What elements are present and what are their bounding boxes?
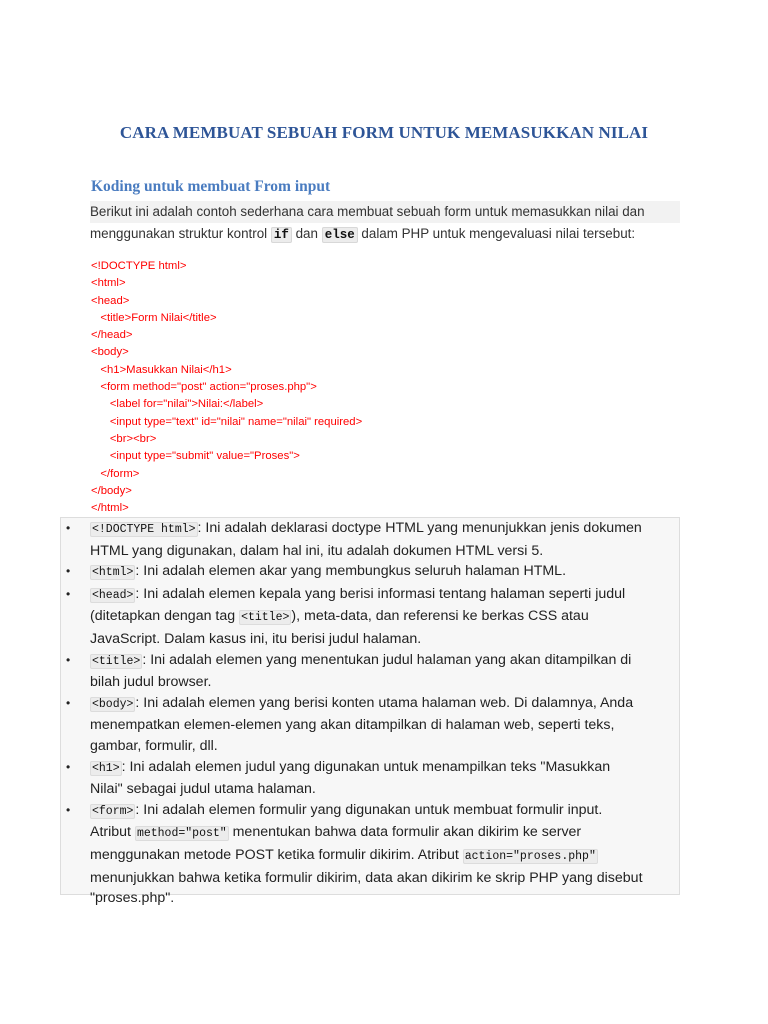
intro-text: dan	[291, 226, 322, 241]
list-item-line: menempatkan elemen-elemen yang akan ditampilkan di halaman web, seperti teks,	[90, 717, 615, 734]
code-line: </head>	[91, 329, 133, 342]
list-item-line: menunjukkan bahwa ketika formulir dikirim, data akan dikirim ke skrip PHP yang disebut	[90, 869, 643, 886]
bullet-icon: •	[66, 521, 71, 535]
keyword-if: if	[271, 227, 292, 243]
list-item-line	[90, 845, 680, 868]
list-item-line	[90, 800, 680, 823]
list-item	[66, 757, 680, 800]
code-line: <input type="text" id="nilai" name="nilai" required>	[91, 415, 363, 428]
intro-text: dalam PHP untuk mengevaluasi nilai tersebut:	[357, 226, 636, 241]
list-item	[66, 800, 680, 909]
tag-code: <body>	[92, 697, 134, 711]
code-line: <html>	[91, 277, 126, 290]
list-text: (ditetapkan dengan tag	[90, 608, 240, 625]
tag-code: <head>	[92, 588, 134, 602]
list-text: menentukan bahwa data formulir akan dikirim ke server	[228, 824, 582, 841]
attr-code: method="post"	[136, 827, 227, 841]
code-block	[91, 258, 362, 517]
code-line: <br><br>	[91, 432, 157, 445]
bullet-icon: •	[66, 802, 71, 817]
list-item	[66, 693, 680, 757]
code-line: <body>	[91, 346, 129, 359]
list-item	[66, 561, 680, 584]
list-item-line: bilah judul browser.	[90, 674, 212, 691]
code-line: <title>Form Nilai</title>	[91, 311, 217, 324]
code-line: <form method="post" action="proses.php">	[91, 381, 317, 394]
list-item-line	[90, 650, 680, 673]
keyword-else: else	[322, 227, 358, 243]
tag-code: <h1>	[92, 761, 120, 775]
list-text: : Ini adalah elemen yang menentukan judul halaman yang akan ditampilkan di	[142, 651, 632, 668]
tag-code: <title>	[92, 654, 141, 668]
tag-code: <form>	[92, 804, 134, 818]
list-text: : Ini adalah elemen formulir yang digunakan untuk membuat formulir input.	[135, 801, 603, 818]
list-item-line	[90, 693, 680, 716]
list-item-line	[90, 584, 680, 607]
list-item-line	[90, 822, 680, 845]
intro-text: menggunakan struktur kontrol	[90, 226, 271, 241]
code-line: <input type="submit" value="Proses">	[91, 450, 300, 463]
list-text: : Ini adalah elemen judul yang digunakan untuk menampilkan teks "Masukkan	[121, 758, 611, 775]
list-item-line: "proses.php".	[90, 890, 175, 907]
code-line: </body>	[91, 484, 132, 497]
attr-code: action="proses.php"	[464, 849, 596, 863]
section-heading: Koding untuk membuat From input	[91, 178, 331, 195]
code-line: <label for="nilai">Nilai:</label>	[91, 398, 264, 411]
code-line: </html>	[91, 502, 129, 515]
intro-line-1: Berikut ini adalah contoh sederhana cara membuat sebuah form untuk memasukkan nilai dan	[90, 201, 680, 223]
list-item-line	[90, 606, 680, 629]
list-item-line: Nilai" sebagai judul utama halaman.	[90, 781, 316, 798]
intro-line-2	[90, 223, 680, 246]
bullet-icon: •	[66, 586, 71, 601]
list-item-line: JavaScript. Dalam kasus ini, itu berisi judul halaman.	[90, 630, 422, 647]
list-text: ), meta-data, dan referensi ke berkas CSS atau	[291, 608, 589, 625]
list-item-line: HTML yang digunakan, dalam hal ini, itu adalah dokumen HTML versi 5.	[90, 542, 544, 559]
list-item	[66, 518, 680, 561]
list-text: : Ini adalah elemen kepala yang berisi informasi tentang halaman seperti judul	[135, 585, 626, 602]
list-item	[66, 650, 680, 693]
list-text: Atribut	[90, 824, 135, 841]
bullet-icon: •	[66, 564, 71, 579]
list-text: : Ini adalah elemen akar yang membungkus seluruh halaman HTML.	[135, 563, 567, 580]
bullet-icon: •	[66, 695, 71, 710]
list-text: menggunakan metode POST ketika formulir dikirim. Atribut	[90, 846, 463, 863]
list-item-line: gambar, formulir, dll.	[90, 737, 218, 754]
list-item-line	[90, 561, 680, 584]
code-line: <h1>Masukkan Nilai</h1>	[91, 363, 232, 376]
tag-code: <html>	[92, 566, 134, 580]
intro-paragraph	[90, 201, 680, 246]
tag-code: <title>	[241, 611, 290, 625]
tag-code: <!DOCTYPE html>	[92, 523, 196, 536]
code-line: </form>	[91, 467, 140, 480]
code-line: <!DOCTYPE html>	[91, 260, 187, 272]
bullet-icon: •	[66, 652, 71, 667]
page-title: CARA MEMBUAT SEBUAH FORM UNTUK MEMASUKKAN NILAI	[119, 123, 649, 142]
code-line: <head>	[91, 294, 130, 307]
list-item-line	[90, 518, 680, 541]
bullet-icon: •	[66, 759, 71, 774]
explanation-list	[66, 518, 680, 909]
list-text: : Ini adalah elemen yang berisi konten utama halaman web. Di dalamnya, Anda	[135, 694, 634, 711]
list-item-line	[90, 757, 680, 780]
list-text: : Ini adalah deklarasi doctype HTML yang menunjukkan jenis dokumen	[197, 520, 642, 536]
list-item	[66, 584, 680, 650]
